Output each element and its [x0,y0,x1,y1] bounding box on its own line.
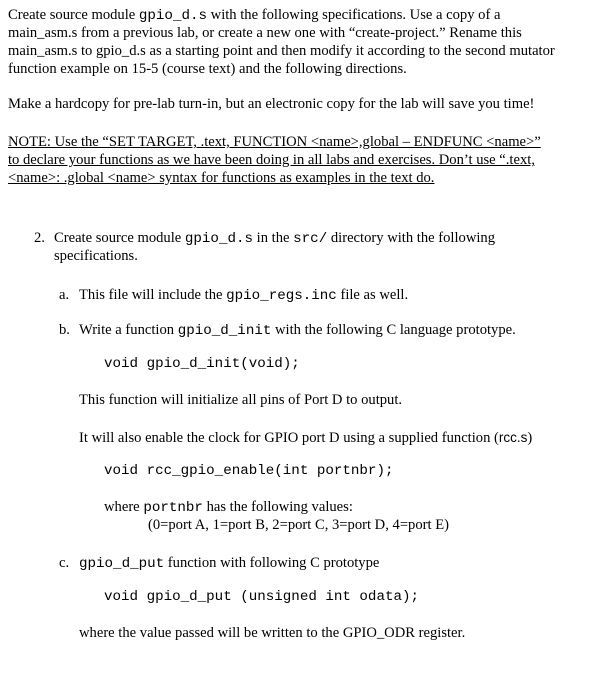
item-b-desc-2 [79,429,532,447]
code-filename: gpio_regs.inc [226,288,337,304]
code-function: gpio_d_put [79,556,165,572]
text: function with following C prototype [164,555,380,571]
code-prototype-init: void gpio_d_init(void); [104,356,300,372]
item-b-where [104,499,353,517]
text: in the [253,230,294,246]
text: directory with the following [327,230,496,246]
text: This file will include the [79,287,227,303]
note-line-3: <name>: .global <name> syntax for functions as examples in the text do. [8,170,435,186]
item2-line-1 [54,230,495,248]
item-b-values: (0=port A, 1=port B, 2=port C, 3=port D, 4=port E) [148,517,449,533]
intro-line-2: main_asm.s from a previous lab, or create a new one with “create-project.” Rename this [8,25,522,41]
item-b-label: b. [59,322,70,338]
text: file as well. [336,287,409,303]
code-function: gpio_d_init [177,323,272,339]
intro-line-1 [8,7,500,25]
text: Write a function [79,322,178,338]
item-a-label: a. [59,287,70,303]
code-filename: gpio_d.s [138,8,208,24]
code-filename: gpio_d.s [184,231,254,247]
intro-line-4: function example on 15-5 (course text) and the following directions. [8,61,407,77]
item2-line-2: specifications. [54,248,138,264]
note-line-2: to declare your functions as we have been doing in all labs and exercises. Don’t use “.text, [8,152,535,168]
text: where [104,499,144,515]
text: with the following specifications. Use a copy of a [207,7,501,23]
item-c-text [79,555,379,573]
item-c-desc: where the value passed will be written to the GPIO_ODR register. [79,625,466,641]
code-filename: rcc.s [498,430,528,445]
code-param: portnbr [143,500,203,516]
code-prototype-rcc: void rcc_gpio_enable(int portnbr); [104,463,394,479]
text: ) [527,430,533,446]
text: has the following values: [202,499,353,515]
text: with the following C language prototype. [271,322,516,338]
code-dir: src/ [293,231,328,247]
item-b-text [79,322,516,340]
item-a-text [79,287,408,305]
text: It will also enable the clock for GPIO port D using a supplied function ( [79,430,499,446]
item-number: 2. [34,230,45,246]
text: Create source module [54,230,185,246]
item-c-label: c. [59,555,70,571]
intro-line-3: main_asm.s to gpio_d.s as a starting point and then modify it according to the second mutator [8,43,555,59]
code-prototype-put: void gpio_d_put (unsigned int odata); [104,589,420,605]
hardcopy-note: Make a hardcopy for pre-lab turn-in, but an electronic copy for the lab will save you time! [8,96,535,112]
note-line-1: NOTE: Use the “SET TARGET, .text, FUNCTION <name>,global – ENDFUNC <name>” [8,134,541,150]
item-b-desc-1: This function will initialize all pins of Port D to output. [79,392,403,408]
text: Create source module [8,7,139,23]
